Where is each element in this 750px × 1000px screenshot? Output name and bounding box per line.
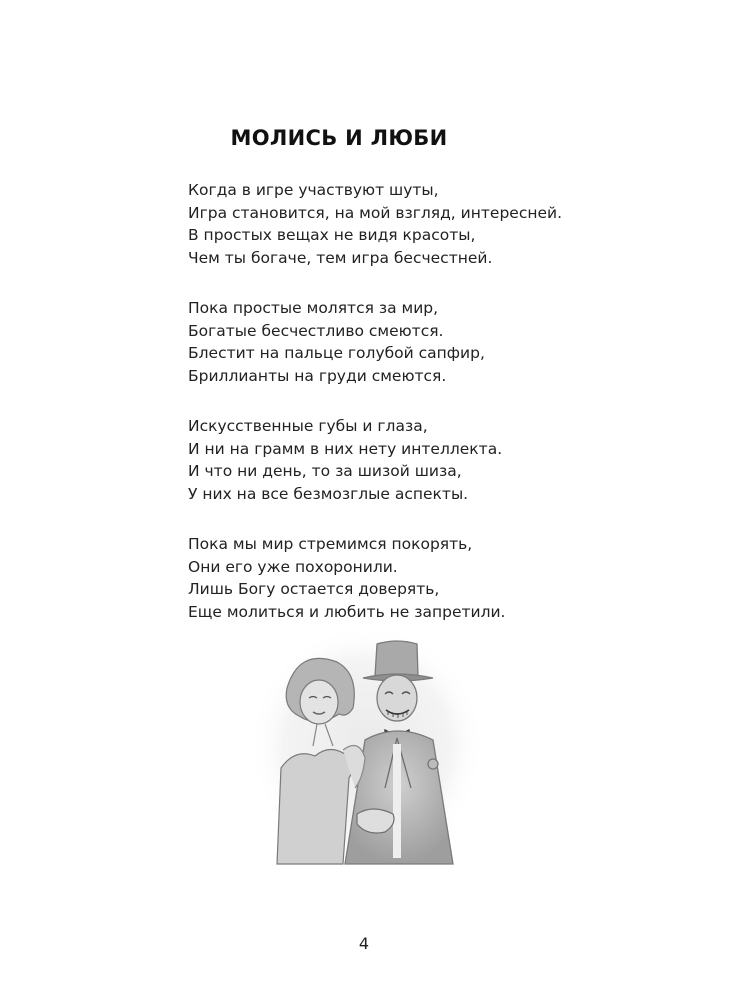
stanza-3 [188,415,668,505]
poem-body [188,179,668,651]
poem-line: У них на все безмозглые аспекты. [188,484,469,503]
stanza-2 [188,297,668,387]
poem-line: Лишь Богу остается доверять, [188,580,440,598]
poem-title: МОЛИСЬ И ЛЮБИ [230,126,448,150]
poem-line: Чем ты богаче, тем игра бесчестней. [188,248,493,267]
poem-line: И что ни день, то за шизой шиза, [188,462,462,480]
poem-line: Игра становится, на мой взгляд, интересней. [188,203,563,222]
poem-line: Когда в игре участвуют шуты, [188,181,439,199]
poem-line: Пока простые молятся за мир, [188,299,439,317]
poem-line: В простых вещах не видя красоты, [188,226,476,244]
stanza-1 [188,179,668,269]
couple-dancing-illustration-icon [247,618,487,868]
poem-line: Пока мы мир стремимся покорять, [188,535,473,553]
poem-line: Еще молиться и любить не запретили. [188,602,506,621]
poem-line: Искусственные губы и глаза, [188,417,428,435]
poem-line: Они его уже похоронили. [188,557,398,576]
poem-line: Блестит на пальце голубой сапфир, [188,344,485,362]
poem-line: Богатые бесчестливо смеются. [188,321,444,340]
page-number: 4 [358,934,370,953]
poem-line: И ни на грамм в них нету интеллекта. [188,439,503,458]
poem-line: Бриллианты на груди смеются. [188,366,447,385]
stanza-4 [188,533,668,623]
